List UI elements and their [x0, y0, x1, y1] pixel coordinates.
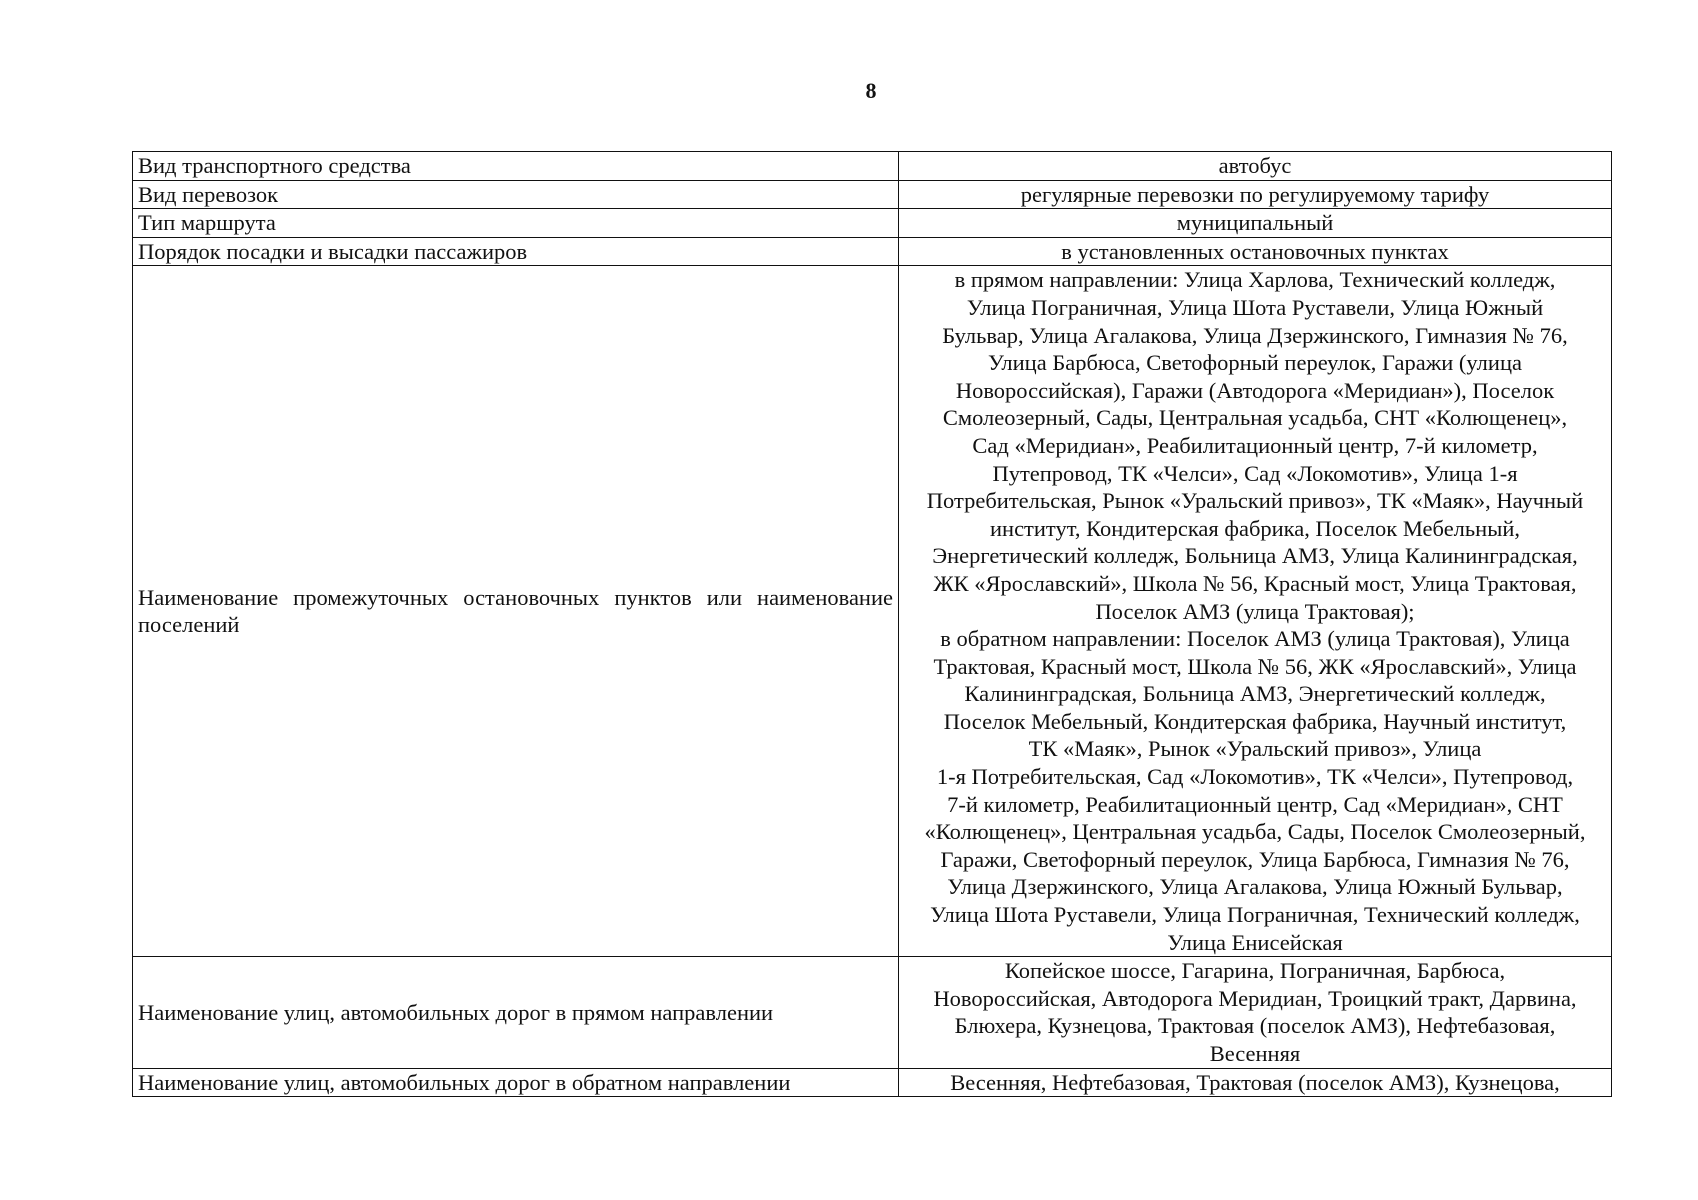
route-passport-table — [132, 151, 1612, 1097]
value-line: Улица Енисейская — [1167, 929, 1343, 955]
table-row — [133, 1068, 1612, 1097]
value-line: Улица Пограничная, Улица Шота Руставели, Улица Южный — [966, 294, 1544, 320]
value-line: Копейское шоссе, Гагарина, Пограничная, Барбюса, — [1004, 958, 1506, 984]
value-line: Путепровод, ТК «Челси», Сад «Локомотив», Улица 1-я — [992, 460, 1518, 486]
value-line: регулярные перевозки по регулируемому тарифу — [1020, 181, 1490, 207]
value-line: Поселок АМЗ (улица Трактовая); — [1095, 598, 1415, 624]
row-value-streets-backward — [899, 1068, 1612, 1097]
value-line: Потребительская, Рынок «Уральский привоз», ТК «Маяк», Научный — [926, 488, 1584, 514]
value-line: Бульвар, Улица Агалакова, Улица Дзержинского, Гимназия № 76, — [942, 322, 1568, 348]
table-row — [133, 957, 1612, 1068]
value-line: в установленных остановочных пунктах — [1061, 238, 1449, 264]
value-line: автобус — [1218, 153, 1292, 178]
value-line: 7-й километр, Реабилитационный центр, Сад «Меридиан», СНТ — [947, 791, 1563, 817]
value-line: муниципальный — [1176, 210, 1334, 236]
value-line: Весенняя, Нефтебазовая, Трактовая (поселок АМЗ), Кузнецова, — [950, 1069, 1560, 1095]
row-value-transport-type — [899, 180, 1612, 209]
value-line: Новороссийская, Автодорога Меридиан, Троицкий тракт, Дарвина, — [933, 985, 1577, 1011]
page-number: 8 — [865, 78, 877, 103]
value-line: Гаражи, Светофорный переулок, Улица Барбюса, Гимназия № 76, — [940, 846, 1570, 872]
table-row — [133, 152, 1612, 181]
value-line: в прямом направлении: Улица Харлова, Технический колледж, — [954, 267, 1556, 293]
table-row — [133, 237, 1612, 266]
row-label-vehicle-type: Вид транспортного средства — [133, 152, 899, 181]
value-line: Блюхера, Кузнецова, Трактовая (поселок АМЗ), Нефтебазовая, — [954, 1013, 1556, 1039]
value-line: Сад «Меридиан», Реабилитационный центр, 7-й километр, — [972, 432, 1538, 458]
value-line: институт, Кондитерская фабрика, Поселок Мебельный, — [989, 515, 1520, 541]
value-line: Улица Дзержинского, Улица Агалакова, Улица Южный Бульвар, — [947, 874, 1563, 900]
value-line: Улица Шота Руставели, Улица Пограничная, Технический колледж, — [930, 902, 1580, 928]
table-row — [133, 266, 1612, 957]
value-line: Трактовая, Красный мост, Школа № 56, ЖК «Ярославский», Улица — [933, 653, 1577, 679]
value-line: Поселок Мебельный, Кондитерская фабрика, Научный институт, — [943, 708, 1567, 734]
row-value-intermediate-stops — [899, 266, 1612, 957]
value-line: Новороссийская), Гаражи (Автодорога «Меридиан»), Поселок — [955, 377, 1555, 403]
row-label-streets-backward: Наименование улиц, автомобильных дорог в обратном направлении — [133, 1068, 899, 1097]
row-label-route-type: Тип маршрута — [133, 209, 899, 238]
row-label-boarding-order: Порядок посадки и высадки пассажиров — [133, 237, 899, 266]
row-value-vehicle-type — [899, 152, 1612, 181]
value-line: Смолеозерный, Сады, Центральная усадьба, СНТ «Колющенец», — [942, 405, 1568, 431]
row-label-transport-type: Вид перевозок — [133, 180, 899, 209]
value-line: в обратном направлении: Поселок АМЗ (улица Трактовая), Улица — [940, 626, 1570, 652]
row-value-route-type — [899, 209, 1612, 238]
value-line: «Колющенец», Центральная усадьба, Сады, Поселок Смолеозерный, — [924, 819, 1586, 845]
row-value-streets-forward — [899, 957, 1612, 1068]
value-line: Улица Барбюса, Светофорный переулок, Гаражи (улица — [988, 350, 1522, 376]
value-line: Энергетический колледж, Больница АМЗ, Улица Калининградская, — [932, 543, 1578, 569]
row-value-boarding-order — [899, 237, 1612, 266]
row-label-intermediate-stops: Наименование промежуточных остановочных пунктов или наименование поселений — [133, 266, 899, 957]
value-line: ТК «Маяк», Рынок «Уральский привоз», Улица — [1028, 736, 1482, 762]
value-line: Весенняя — [1209, 1041, 1301, 1066]
table-row — [133, 209, 1612, 238]
value-line: 1-я Потребительская, Сад «Локомотив», ТК «Челси», Путепровод, — [936, 764, 1574, 790]
row-label-streets-forward: Наименование улиц, автомобильных дорог в прямом направлении — [133, 957, 899, 1068]
value-line: Калининградская, Больница АМЗ, Энергетический колледж, — [964, 681, 1546, 707]
table-row — [133, 180, 1612, 209]
value-line: ЖК «Ярославский», Школа № 56, Красный мост, Улица Трактовая, — [933, 570, 1577, 596]
